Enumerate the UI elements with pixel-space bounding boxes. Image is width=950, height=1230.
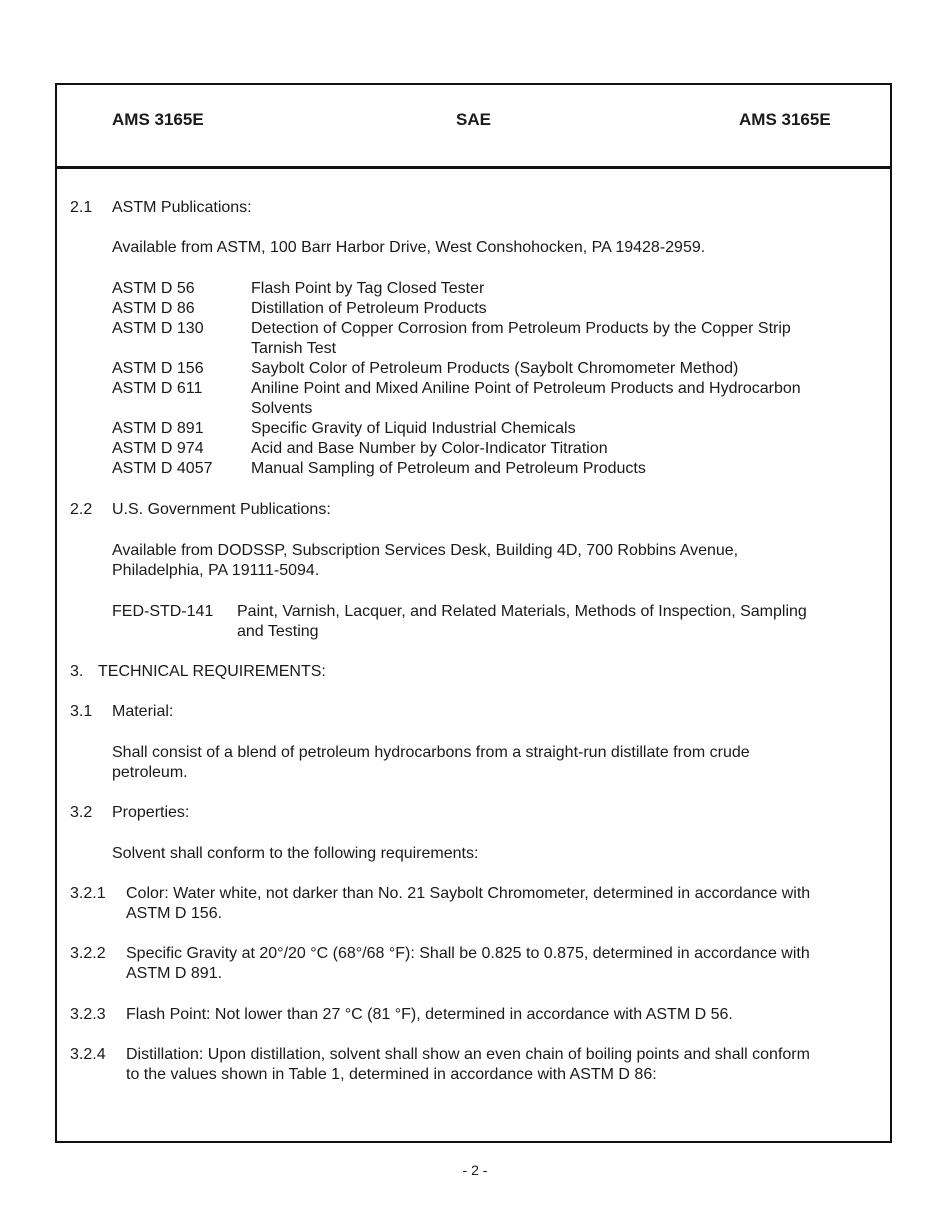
section-3-title: TECHNICAL REQUIREMENTS:	[98, 663, 326, 680]
section-3-2-2-number: 3.2.2	[70, 945, 106, 962]
ref-code: ASTM D 974	[112, 440, 204, 457]
ref-title: Flash Point by Tag Closed Tester	[251, 280, 485, 297]
ref-title: Manual Sampling of Petroleum and Petroleum Products	[251, 460, 646, 477]
ref-code: ASTM D 156	[112, 360, 204, 377]
section-3-2-2-text-continued: ASTM D 891.	[126, 965, 223, 982]
ref-code: FED-STD-141	[112, 603, 214, 620]
ref-code: ASTM D 56	[112, 280, 195, 297]
ref-code: ASTM D 130	[112, 320, 204, 337]
section-2-1-available: Available from ASTM, 100 Barr Harbor Drive, West Conshohocken, PA 19428-2959.	[112, 239, 706, 256]
ref-title-continued: Solvents	[251, 400, 313, 417]
section-3-1-body: Shall consist of a blend of petroleum hydrocarbons from a straight-run distillate from crude	[112, 744, 750, 761]
header-divider	[55, 166, 892, 169]
section-2-2-available: Available from DODSSP, Subscription Services Desk, Building 4D, 700 Robbins Avenue,	[112, 542, 739, 559]
ref-code: ASTM D 4057	[112, 460, 213, 477]
ref-title: Acid and Base Number by Color-Indicator Titration	[251, 440, 608, 457]
ref-code: ASTM D 891	[112, 420, 204, 437]
ref-title-continued: Tarnish Test	[251, 340, 337, 357]
ref-title: Aniline Point and Mixed Aniline Point of Petroleum Products and Hydrocarbon	[251, 380, 801, 397]
section-3-number: 3.	[70, 663, 84, 680]
section-3-2-3-text: Flash Point: Not lower than 27 °C (81 °F), determined in accordance with ASTM D 56.	[126, 1006, 733, 1023]
page-number: - 2 -	[462, 1162, 488, 1178]
section-2-2-available-continued: Philadelphia, PA 19111-5094.	[112, 562, 320, 579]
header-org: SAE	[456, 110, 491, 129]
ref-code: ASTM D 611	[112, 380, 203, 397]
section-3-2-1-number: 3.2.1	[70, 885, 106, 902]
section-3-2-title: Properties:	[112, 804, 190, 821]
ref-code: ASTM D 86	[112, 300, 195, 317]
section-3-2-number: 3.2	[70, 804, 93, 821]
section-3-1-number: 3.1	[70, 703, 93, 720]
section-3-1-title: Material:	[112, 703, 174, 720]
section-3-2-3-number: 3.2.3	[70, 1006, 106, 1023]
section-3-2-4-text: Distillation: Upon distillation, solvent shall show an even chain of boiling points and shall conform	[126, 1046, 810, 1063]
section-3-1-body-continued: petroleum.	[112, 764, 188, 781]
header-doc-id-left: AMS 3165E	[112, 110, 204, 129]
section-2-2-number: 2.2	[70, 501, 93, 518]
section-3-2-4-number: 3.2.4	[70, 1046, 106, 1063]
section-3-2-2-text: Specific Gravity at 20°/20 °C (68°/68 °F): Shall be 0.825 to 0.875, determined in accordance with	[126, 945, 810, 962]
ref-title: Distillation of Petroleum Products	[251, 300, 487, 317]
ref-title-continued: and Testing	[237, 623, 319, 640]
ref-title: Specific Gravity of Liquid Industrial Chemicals	[251, 420, 576, 437]
ref-title: Detection of Copper Corrosion from Petroleum Products by the Copper Strip	[251, 320, 791, 337]
section-3-2-1-text-continued: ASTM D 156.	[126, 905, 223, 922]
ref-title: Paint, Varnish, Lacquer, and Related Materials, Methods of Inspection, Sampling	[237, 603, 807, 620]
section-2-1-number: 2.1	[70, 199, 93, 216]
section-2-2-title: U.S. Government Publications:	[112, 501, 331, 518]
section-2-1-title: ASTM Publications:	[112, 199, 252, 216]
ref-title: Saybolt Color of Petroleum Products (Saybolt Chromometer Method)	[251, 360, 739, 377]
section-3-2-1-text: Color: Water white, not darker than No. 21 Saybolt Chromometer, determined in accordance with	[126, 885, 811, 902]
section-3-2-4-text-continued: to the values shown in Table 1, determined in accordance with ASTM D 86:	[126, 1066, 657, 1083]
section-3-2-body: Solvent shall conform to the following requirements:	[112, 845, 479, 862]
header-doc-id-right: AMS 3165E	[739, 110, 831, 129]
